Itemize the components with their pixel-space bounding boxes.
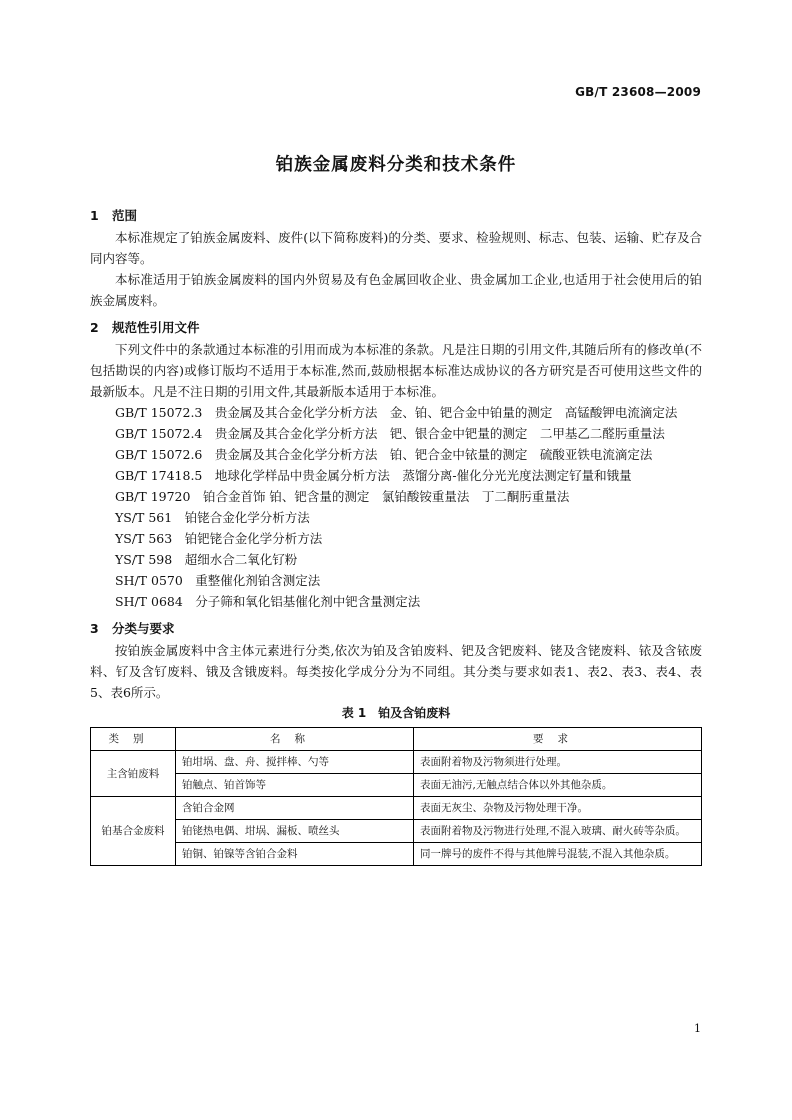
section-heading-classification xyxy=(90,618,702,640)
name-cell: 含铂合金网 xyxy=(176,797,414,820)
reference-item: GB/T 19720 铂合金首饰 铂、钯含量的测定 氯铂酸铵重量法 丁二酮肟重量法 xyxy=(115,489,570,504)
table-platinum-scrap xyxy=(90,727,702,866)
table-caption: 表 1 铂及含铂废料 xyxy=(341,706,451,720)
reference-item: GB/T 17418.5 地球化学样品中贵金属分析方法 蒸馏分离-催化分光光度法测定钌量和锇量 xyxy=(115,468,632,483)
table-row xyxy=(91,797,702,820)
reference-item: SH/T 0570 重整催化剂铂含测定法 xyxy=(115,573,321,588)
reference-item: GB/T 15072.6 贵金属及其合金化学分析方法 铂、钯合金中铱量的测定 硫酸亚铁电流滴定法 xyxy=(115,447,653,462)
section-number: 3 xyxy=(90,621,99,636)
standard-code: GB/T 23608—2009 xyxy=(575,85,701,99)
requirement-cell: 表面附着物及污物须进行处理。 xyxy=(414,751,702,774)
section-number: 1 xyxy=(90,208,99,223)
section-heading-scope xyxy=(90,205,702,227)
name-cell: 铂铜、铂镍等含铂合金料 xyxy=(176,843,414,866)
reference-item: SH/T 0684 分子筛和氧化铝基催化剂中钯含量测定法 xyxy=(115,594,421,609)
paragraph: 下列文件中的条款通过本标准的引用而成为本标准的条款。凡是注日期的引用文件,其随后所有的修改单(不包括勘误的内容)或修订版均不适用于本标准,然而,鼓励根据本标准达成协议的各方研究是否可使用这些文件的最新版本。凡是不注日期的引用文件,其最新版本适用于本标准。 xyxy=(90,342,702,399)
section-title: 范围 xyxy=(112,208,138,223)
paragraph: 本标准适用于铂族金属废料的国内外贸易及有色金属回收企业、贵金属加工企业,也适用于社会使用后的铂族金属废料。 xyxy=(90,272,702,308)
requirement-cell: 表面附着物及污物进行处理,不混入玻璃、耐火砖等杂质。 xyxy=(414,820,702,843)
paragraph: 本标准规定了铂族金属废料、废件(以下简称废料)的分类、要求、检验规则、标志、包装、运输、贮存及合同内容等。 xyxy=(90,230,702,266)
page-number: 1 xyxy=(694,1022,701,1035)
table-row xyxy=(91,820,702,843)
column-header-requirement: 要求 xyxy=(414,728,702,751)
name-cell: 铂铑热电偶、坩埚、漏板、喷丝头 xyxy=(176,820,414,843)
section-heading-references xyxy=(90,317,702,339)
table-header-row xyxy=(91,728,702,751)
reference-item: YS/T 561 铂铑合金化学分析方法 xyxy=(115,510,310,525)
category-cell: 铂基合金废料 xyxy=(91,797,176,866)
section-title: 分类与要求 xyxy=(112,621,175,636)
name-cell: 铂坩埚、盘、舟、搅拌棒、勺等 xyxy=(176,751,414,774)
reference-item: GB/T 15072.4 贵金属及其合金化学分析方法 钯、银合金中钯量的测定 二甲基乙二醛肟重量法 xyxy=(115,426,665,441)
reference-item: GB/T 15072.3 贵金属及其合金化学分析方法 金、铂、钯合金中铂量的测定 高锰酸钾电流滴定法 xyxy=(115,405,678,420)
reference-item: YS/T 598 超细水合二氧化钌粉 xyxy=(115,552,298,567)
table-row xyxy=(91,751,702,774)
document-body xyxy=(90,205,702,866)
paragraph: 按铂族金属废料中含主体元素进行分类,依次为铂及含铂废料、钯及含钯废料、铑及含铑废料、铱及含铱废料、钌及含钌废料、锇及含锇废料。每类按化学成分分为不同组。其分类与要求如表1、表2、表3、表4、表5、表6所示。 xyxy=(90,643,702,700)
section-title: 规范性引用文件 xyxy=(112,320,200,335)
table-row xyxy=(91,843,702,866)
category-cell: 主含铂废料 xyxy=(91,751,176,797)
document-title: 铂族金属废料分类和技术条件 xyxy=(275,155,517,175)
column-header-category: 类别 xyxy=(91,728,176,751)
reference-item: YS/T 563 铂钯铑合金化学分析方法 xyxy=(115,531,323,546)
requirement-cell: 表面无油污,无触点结合体以外其他杂质。 xyxy=(414,774,702,797)
requirement-cell: 同一牌号的废件不得与其他牌号混装,不混入其他杂质。 xyxy=(414,843,702,866)
column-header-name: 名称 xyxy=(176,728,414,751)
section-number: 2 xyxy=(90,320,99,335)
name-cell: 铂触点、铂首饰等 xyxy=(176,774,414,797)
table-row xyxy=(91,774,702,797)
requirement-cell: 表面无灰尘、杂物及污物处理干净。 xyxy=(414,797,702,820)
